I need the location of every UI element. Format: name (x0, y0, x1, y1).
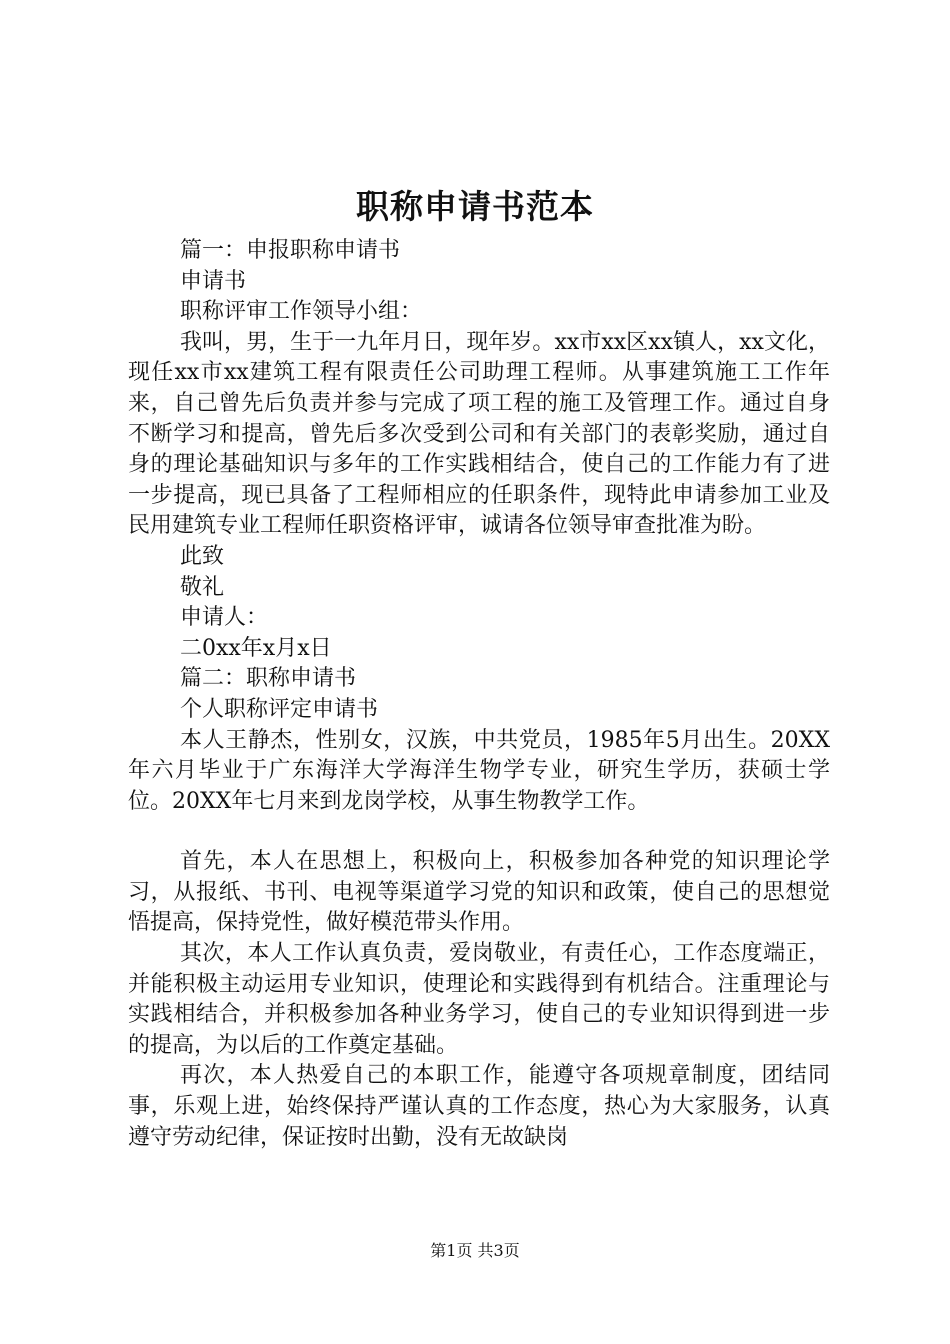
application-date: 二0xx年x月x日 (180, 635, 332, 661)
page-number: 第1页 共3页 (430, 1241, 520, 1260)
applicant-label: 申请人： (180, 605, 269, 631)
letter-recipient: 职称评审工作领导小组： (180, 299, 423, 325)
section-heading-1: 篇一：申报职称申请书 (180, 238, 401, 263)
paragraph-personal-info: 本人王静杰，性别女，汉族，中共党员，1985年5月出生。20XX年六月毕业于广东海洋大学海洋生物学专业，研究生学历，获硕士学位。20XX年七月来到龙岗学校，从事生物教学工作。 (128, 727, 830, 814)
paragraph-second: 其次，本人工作认真负责，爱岗敬业，有责任心，工作态度端正，并能积极主动运用专业知识，使理论和实践得到有机结合。注重理论与实践相结合，并积极参加各种业务学习，使自己的专业知识得到进一步的提高，为以后的工作奠定基础。 (128, 941, 830, 1058)
paragraph-application: 我叫，男，生于一九年月日，现年岁。xx市xx区xx镇人，xx文化，现任xx市xx建筑工程有限责任公司助理工程师。从事建筑施工工作年来，自己曾先后负责并参与完成了项工程的施工及管理工作。通过自身不断学习和提高，曾先后多次受到公司和有关部门的表彰奖励，通过自身的理论基础知识与多年的工作实践相结合，使自己的工作能力有了进一步提高，现已具备了工程师相应的任职条件，现特此申请参加工业及民用建筑专业工程师任职资格评审，诚请各位领导审查批准为盼。 (128, 329, 830, 539)
document-title: 职称申请书范本 (356, 187, 594, 226)
document-body (128, 236, 830, 1153)
subsection-title: 个人职称评定申请书 (180, 696, 379, 722)
closing-regards: 敬礼 (180, 574, 225, 600)
paragraph-third: 再次，本人热爱自己的本职工作，能遵守各项规章制度，团结同事，乐观上进，始终保持严谨认真的工作态度，热心为大家服务，认真遵守劳动纪律，保证按时出勤，没有无故缺岗 (128, 1063, 830, 1150)
letter-title: 申请书 (180, 268, 247, 294)
section-heading-2: 篇二：职称申请书 (180, 666, 357, 692)
paragraph-first: 首先，本人在思想上，积极向上，积极参加各种党的知识理论学习，从报纸、书刊、电视等渠道学习党的知识和政策，使自己的思想觉悟提高，保持党性，做好模范带头作用。 (128, 849, 830, 936)
paragraph-spacer (128, 817, 830, 847)
closing-salutation: 此致 (180, 543, 225, 569)
